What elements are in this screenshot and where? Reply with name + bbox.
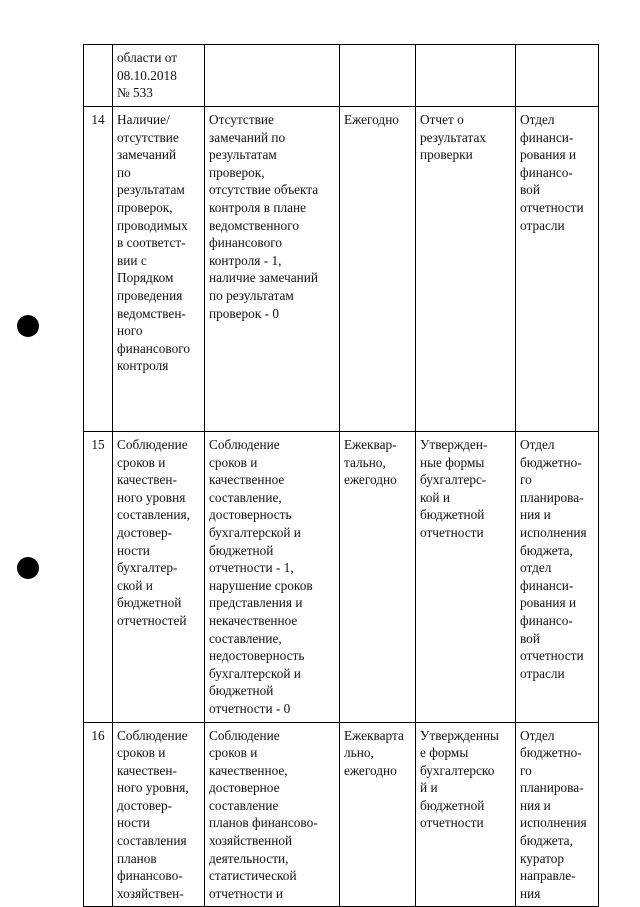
- document-cell: Утвержденны е формы бухгалтерско й и бюджетной отчетности: [416, 722, 516, 907]
- criteria-cell: [205, 45, 340, 107]
- table-row: [84, 107, 599, 432]
- responsible-cell: Отдел финанси- рования и финансо- вой отчетности отрасли: [516, 107, 599, 432]
- row-number: 15: [84, 432, 113, 723]
- period-cell: [340, 45, 416, 107]
- period-cell: Ежегодно: [340, 107, 416, 432]
- row-number: [84, 45, 113, 107]
- row-number: 14: [84, 107, 113, 432]
- table-row: [84, 432, 599, 723]
- table-row: [84, 722, 599, 907]
- punch-hole-lower: [17, 557, 39, 579]
- document-cell: Утвержден- ные формы бухгалтерс- кой и бюджетной отчетности: [416, 432, 516, 723]
- criteria-cell: Соблюдение сроков и качественное, достоверное составление планов финансово- хозяйственной деятельности, статистической отчетности и: [205, 722, 340, 907]
- criteria-cell: Отсутствие замечаний по результатам проверок, отсутствие объекта контроля в плане ведомственного финансового контроля - 1, наличие замечаний по результатам проверок - 0: [205, 107, 340, 432]
- indicator-cell: Соблюдение сроков и качествен- ного уровня составления, достовер- ности бухгалтер- ской и бюджетной отчетностей: [113, 432, 205, 723]
- responsible-cell: Отдел бюджетно- го планирова- ния и исполнения бюджета, куратор направле- ния: [516, 722, 599, 907]
- period-cell: Ежекварта льно, ежегодно: [340, 722, 416, 907]
- responsible-cell: [516, 45, 599, 107]
- period-cell: Ежеквар- тально, ежегодно: [340, 432, 416, 723]
- document-cell: Отчет о результатах проверки: [416, 107, 516, 432]
- criteria-cell: Соблюдение сроков и качественное составление, достоверность бухгалтерской и бюджетной отчетности - 1, нарушение сроков представления и некачественное составление, недостоверность бухгалтерской и бюджетной отчетности - 0: [205, 432, 340, 723]
- indicator-cell: Соблюдение сроков и качествен- ного уровня, достовер- ности составления планов финансово- хозяйствен-: [113, 722, 205, 907]
- responsible-cell: Отдел бюджетно- го планирова- ния и исполнения бюджета, отдел финанси- рования и финансо- вой отчетности отрасли: [516, 432, 599, 723]
- document-cell: [416, 45, 516, 107]
- table-row: [84, 45, 599, 107]
- indicator-cell: области от 08.10.2018 № 533: [113, 45, 205, 107]
- criteria-table: [83, 44, 599, 907]
- indicator-cell: Наличие/ отсутствие замечаний по результатам проверок, проводимых в соответст- вии с Порядком проведения ведомствен- ного финансового контроля: [113, 107, 205, 432]
- row-number: 16: [84, 722, 113, 907]
- punch-hole-upper: [17, 315, 39, 337]
